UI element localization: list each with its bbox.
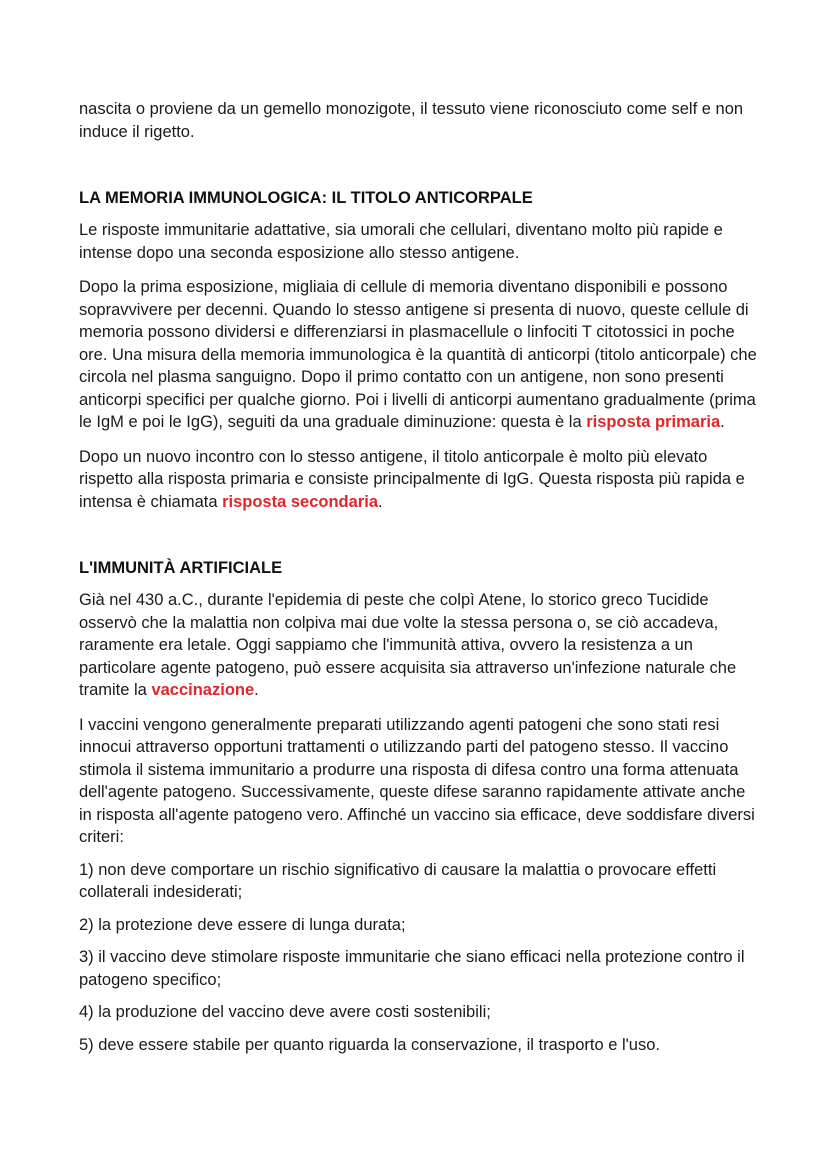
document-page — [79, 98, 759, 1056]
immunita-paragraph-1 — [79, 589, 759, 702]
section-heading-memoria: LA MEMORIA IMMUNOLOGICA: IL TITOLO ANTICORPALE — [79, 189, 533, 207]
term-vaccinazione: vaccinazione — [151, 681, 255, 699]
memoria-paragraph-2 — [79, 276, 759, 434]
term-risposta-primaria: risposta primaria — [586, 413, 721, 431]
memoria-paragraph-3-end: . — [378, 492, 383, 511]
immunita-paragraph-1-end: . — [254, 681, 259, 699]
criteria-item-5: 5) deve essere stabile per quanto riguarda la conservazione, il trasporto e l'uso. — [79, 1035, 660, 1054]
memoria-paragraph-2-text: Dopo la prima esposizione, migliaia di cellule di memoria diventano disponibili e possono sopravvivere per decenni. Quando lo stesso antigene si presenta di nuovo, queste cellule di memoria possono dividersi e differenziarsi in plasmacellule o linfociti T citotossici in poche ore. Una misura della memoria immunologica è la quantità di anticorpi (titolo anticorpale) che circola nel plasma sanguigno. Dopo il primo contatto con un antigene, non sono presenti anticorpi specifici per qualche giorno. Poi i livelli di anticorpi aumentano gradualmente (prima le IgM e poi le IgG), seguiti da una graduale diminuzione: questa è la — [79, 278, 757, 431]
memoria-paragraph-2-end: . — [720, 413, 725, 431]
memoria-paragraph-1: Le risposte immunitarie adattative, sia umorali che cellulari, diventano molto più rapide e intense dopo una seconda esposizione allo stesso antigene. — [79, 221, 723, 262]
criteria-item-3: 3) il vaccino deve stimolare risposte immunitarie che siano efficaci nella protezione contro il patogeno specifico; — [79, 948, 745, 989]
criteria-item-4: 4) la produzione del vaccino deve avere costi sostenibili; — [79, 1003, 491, 1021]
memoria-paragraph-3-text: Dopo un nuovo incontro con lo stesso antigene, il titolo anticorpale è molto più elevato rispetto alla risposta primaria e consiste principalmente di IgG. Questa risposta più rapida e intensa è chiamata — [79, 447, 745, 511]
immunita-paragraph-1-text: Già nel 430 a.C., durante l'epidemia di peste che colpì Atene, lo storico greco Tucidide osservò che la malattia non colpiva mai due volte la stessa persona o, se ciò accadeva, raramente era letale. Oggi sappiamo che l'immunità attiva, ovvero la resistenza a un particolare agente patogeno, può essere acquisita sia attraverso un'infezione naturale che tramite la — [79, 591, 737, 699]
criteria-item-2: 2) la protezione deve essere di lunga durata; — [79, 915, 406, 934]
criteria-item-1: 1) non deve comportare un rischio significativo di causare la malattia o provocare effetti collaterali indesiderati; — [79, 860, 717, 901]
term-risposta-secondaria: risposta secondaria — [222, 492, 378, 511]
immunita-paragraph-2: I vaccini vengono generalmente preparati utilizzando agenti patogeni che sono stati resi innocui attraverso opportuni trattamenti o utilizzando parti del patogeno stesso. Il vaccino stimola il sistema immunitario a produrre una risposta di difesa contro una forma attenuata dell'agente patogeno. Successivamente, queste difese saranno rapidamente attivate anche in risposta all'agente patogeno vero. Affinché un vaccino sia efficace, deve soddisfare diversi criteri: — [79, 715, 755, 846]
intro-paragraph: nascita o proviene da un gemello monozigote, il tessuto viene riconosciuto come self e non induce il rigetto. — [79, 100, 744, 141]
memoria-paragraph-3 — [79, 446, 759, 514]
section-heading-immunita-artificiale: L'IMMUNITÀ ARTIFICIALE — [79, 559, 283, 577]
